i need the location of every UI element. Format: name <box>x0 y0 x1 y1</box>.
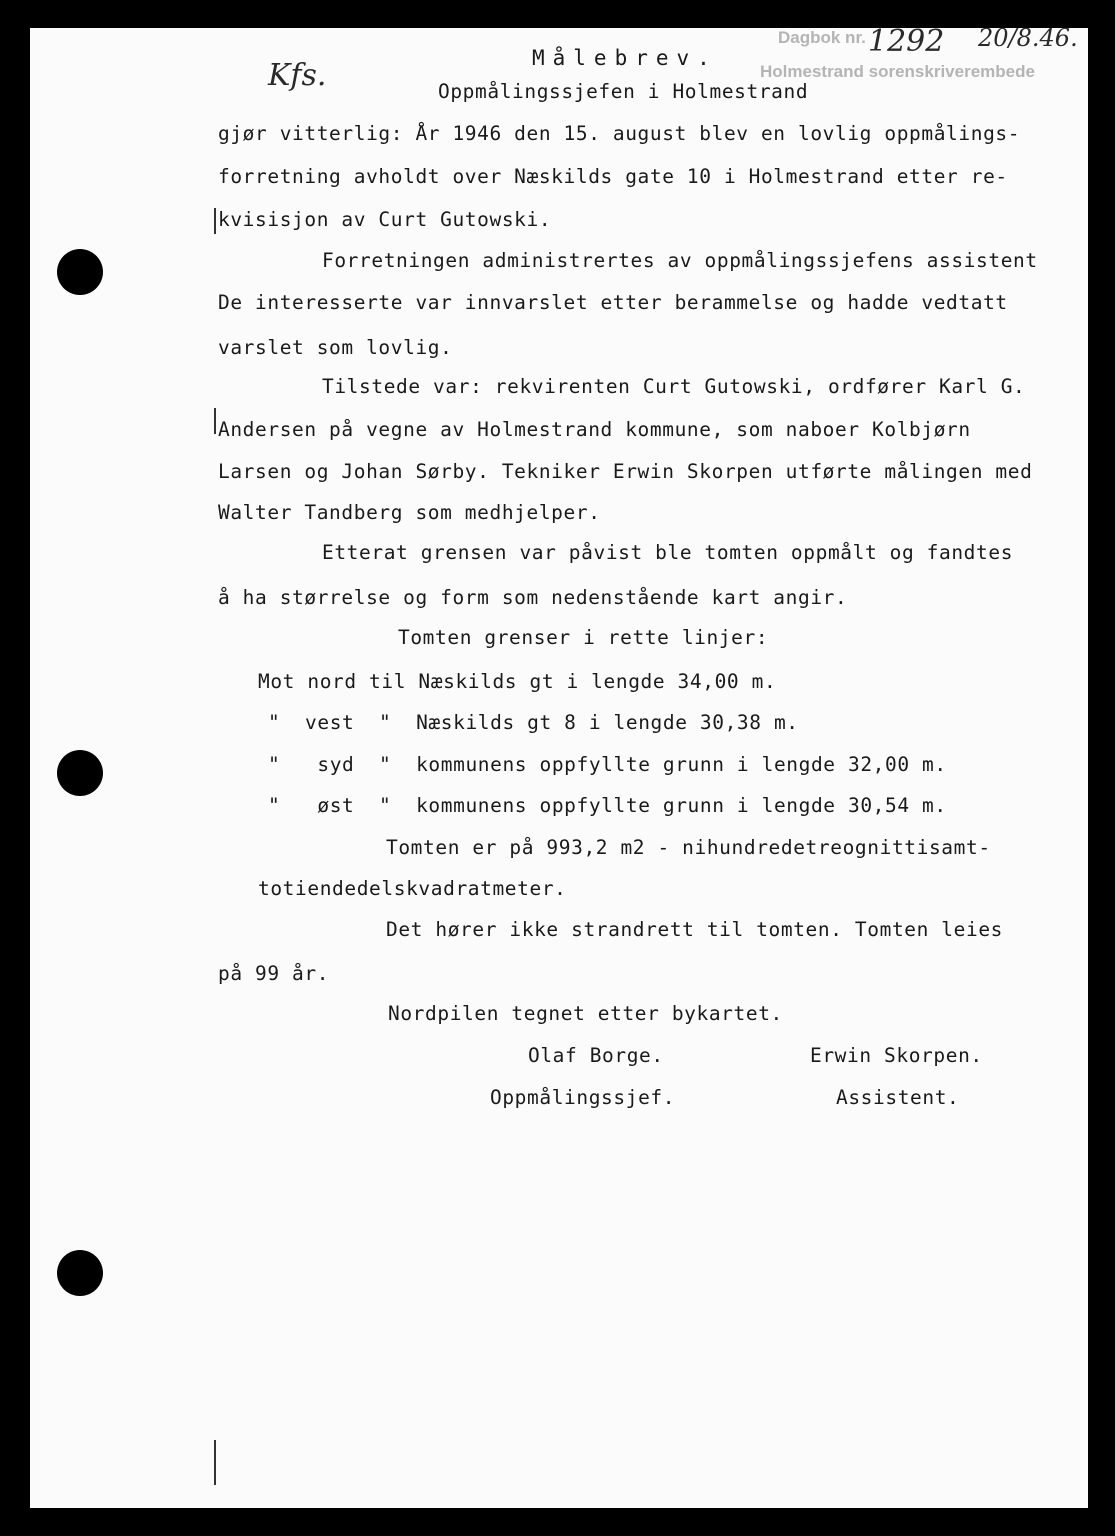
punch-hole <box>57 750 103 796</box>
boundary-line: " vest " Næskilds gt 8 i lengde 30,38 m. <box>268 711 799 734</box>
margin-mark <box>214 408 216 434</box>
body-line: Forretningen administrertes av oppmålingssjefens assistent <box>322 249 1038 272</box>
journal-number: 1292 <box>868 24 945 59</box>
boundaries-intro: Tomten grenser i rette linjer: <box>398 626 769 649</box>
body-line: De interesserte var innvarslet etter berammelse og hadde vedtatt <box>218 291 1008 314</box>
boundary-line: " syd " kommunens oppfyllte grunn i lengde 32,00 m. <box>268 753 947 776</box>
document-title: Målebrev. <box>532 46 718 70</box>
punch-hole <box>57 1250 103 1296</box>
lease-line: på 99 år. <box>218 962 330 985</box>
margin-mark <box>214 208 216 234</box>
body-line: Tilstede var: rekvirenten Curt Gutowski, ordfører Karl G. <box>322 375 1026 398</box>
north-note: Nordpilen tegnet etter bykartet. <box>388 1002 783 1025</box>
document-subtitle: Oppmålingssjefen i Holmestrand <box>438 80 809 103</box>
body-line: forretning avholdt over Næskilds gate 10 i Holmestrand etter re- <box>218 165 1008 188</box>
body-line: Walter Tandberg som medhjelper. <box>218 501 601 524</box>
handwritten-date: 20/8.46. <box>978 24 1078 52</box>
signature-right-name: Erwin Skorpen. <box>810 1044 983 1067</box>
boundary-line: Mot nord til Næskilds gt i lengde 34,00 m. <box>258 670 777 693</box>
body-line: Etterat grensen var påvist ble tomten oppmålt og fandtes <box>322 541 1014 564</box>
body-line: varslet som lovlig. <box>218 336 453 359</box>
body-line: Andersen på vegne av Holmestrand kommune, som naboer Kolbjørn <box>218 418 971 441</box>
lease-line: Det hører ikke strandrett til tomten. Tomten leies <box>386 918 1003 941</box>
signature-right-title: Assistent. <box>836 1086 960 1109</box>
boundary-line: " øst " kommunens oppfyllte grunn i lengde 30,54 m. <box>268 794 947 817</box>
body-line: kvisisjon av Curt Gutowski. <box>218 208 552 231</box>
body-line: Larsen og Johan Sørby. Tekniker Erwin Skorpen utførte målingen med <box>218 460 1033 483</box>
stamp-label: Dagbok nr. <box>778 28 866 47</box>
initials: Kfs. <box>268 58 327 93</box>
area-line: totiendedelskvadratmeter. <box>258 877 567 900</box>
body-line: å ha størrelse og form som nedenstående kart angir. <box>218 586 848 609</box>
margin-mark <box>214 1440 216 1485</box>
stamp-office: Holmestrand sorenskriverembede <box>760 62 1035 81</box>
signature-left-title: Oppmålingssjef. <box>490 1086 676 1109</box>
body-line: gjør vitterlig: År 1946 den 15. august blev en lovlig oppmålings- <box>218 122 1021 145</box>
signature-left-name: Olaf Borge. <box>528 1044 664 1067</box>
area-line: Tomten er på 993,2 m2 - nihundredetreognittisamt- <box>386 836 991 859</box>
punch-hole <box>57 249 103 295</box>
